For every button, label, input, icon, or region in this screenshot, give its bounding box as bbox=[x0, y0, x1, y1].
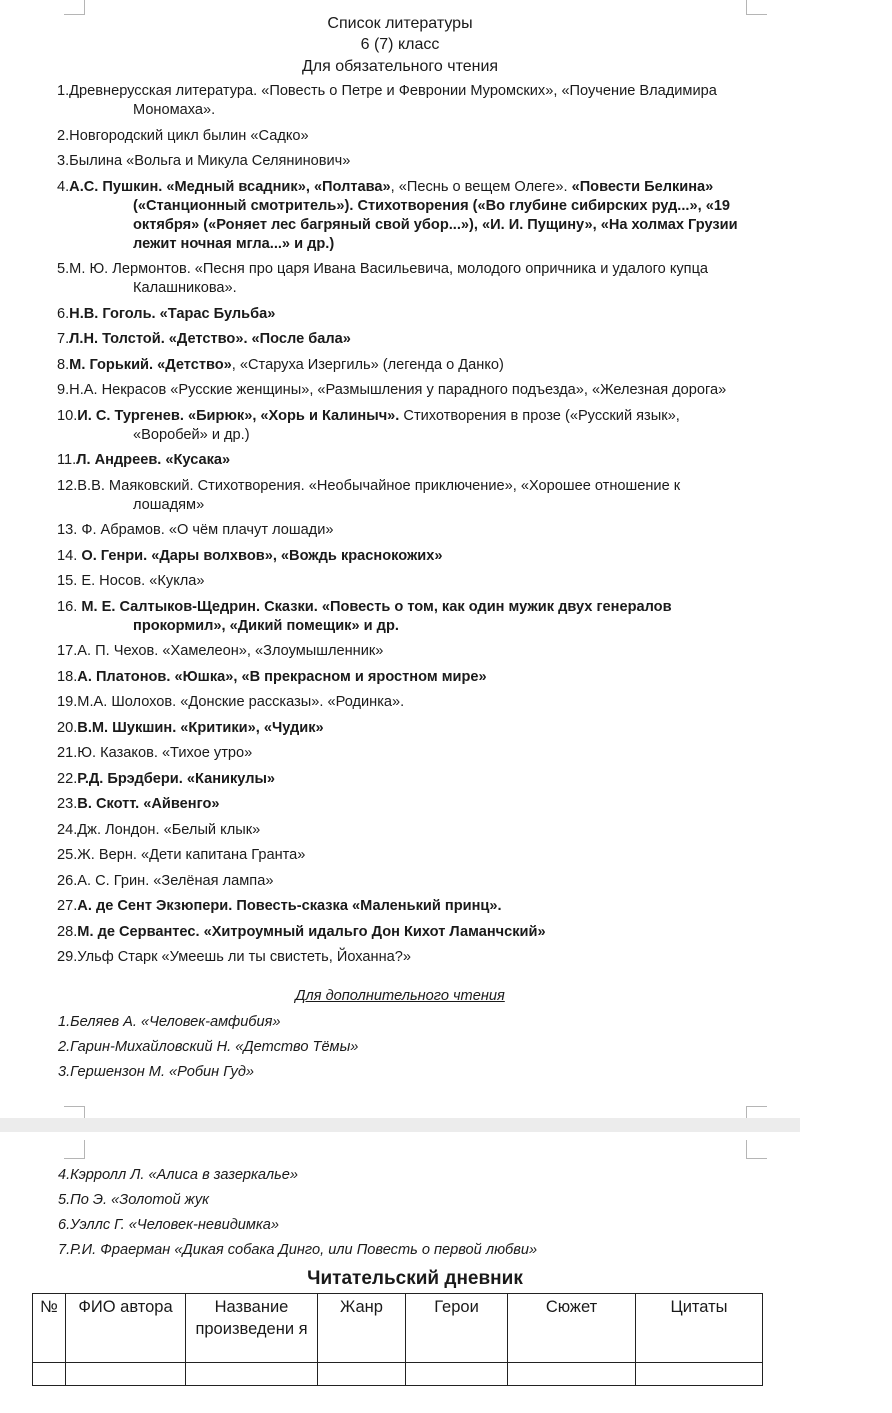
list-item-text: Ф. Абрамов. «О чём плачут лошади» bbox=[81, 522, 334, 538]
list-item bbox=[57, 451, 747, 470]
list-item bbox=[57, 598, 747, 636]
column-header-number: № bbox=[33, 1294, 66, 1363]
list-item-text: , «Песнь о вещем Олеге». bbox=[390, 178, 572, 195]
list-item-text: 17. bbox=[57, 643, 78, 659]
list-item-text: 21. bbox=[57, 745, 78, 761]
list-item-text: 8. bbox=[57, 356, 70, 373]
list-item-text: Н.А. Некрасов «Русские женщины», «Размышления у парадного подъезда», «Железная дорога» bbox=[69, 382, 727, 398]
list-item bbox=[57, 407, 747, 445]
list-item bbox=[57, 477, 747, 515]
list-item bbox=[57, 795, 747, 814]
list-item bbox=[57, 668, 747, 687]
column-header-quotes: Цитаты bbox=[636, 1294, 763, 1363]
list-item: 4.Кэрролл Л. «Алиса в зазеркалье» bbox=[58, 1167, 299, 1183]
list-item-text: Ульф Старк «Умеешь ли ты свистеть, Йоханна?» bbox=[77, 949, 412, 965]
page-corner-mark bbox=[746, 1140, 767, 1159]
reading-diary-title: Читательский дневник bbox=[307, 1268, 523, 1289]
list-item-text: 7. bbox=[57, 331, 70, 347]
list-item-text: 15. bbox=[57, 573, 82, 589]
table-cell[interactable] bbox=[508, 1363, 636, 1386]
list-item bbox=[57, 82, 747, 120]
list-item bbox=[57, 872, 747, 891]
list-item-text: 25. bbox=[57, 847, 78, 863]
list-item-bold-text: М. Е. Салтыков-Щедрин. Сказки. «Повесть о том, как один мужик двух генералов прокормил», «Дикий помещик» и др. bbox=[81, 598, 672, 634]
extra-reading-list bbox=[58, 1013, 358, 1088]
list-item-text: Стихотворения в прозе («Русский язык», «Воробей» и др.) bbox=[133, 407, 680, 443]
list-item bbox=[57, 642, 747, 661]
list-item-text: 1. bbox=[57, 83, 70, 99]
page-gap bbox=[0, 1118, 800, 1132]
list-item: 7.Р.И. Фраерман «Дикая собака Динго, или Повесть о первой любви» bbox=[58, 1242, 538, 1258]
list-item-text: 23. bbox=[57, 796, 78, 812]
list-item: 3.Гершензон М. «Робин Гуд» bbox=[58, 1064, 255, 1080]
list-item-text: 27. bbox=[57, 898, 78, 914]
list-item-text: 29. bbox=[57, 949, 78, 965]
list-item bbox=[57, 846, 747, 865]
table-cell[interactable] bbox=[406, 1363, 508, 1386]
list-item-text: 14. bbox=[57, 547, 82, 564]
section-extra-title: Для дополнительного чтения bbox=[295, 988, 505, 1004]
list-item bbox=[57, 821, 747, 840]
list-item bbox=[57, 127, 747, 146]
list-item bbox=[57, 923, 747, 942]
list-item-text: Е. Носов. «Кукла» bbox=[81, 573, 205, 589]
list-item bbox=[57, 330, 747, 349]
reading-diary-table bbox=[32, 1293, 763, 1386]
list-item: 5.По Э. «Золотой жук bbox=[58, 1192, 210, 1208]
grade-label: 6 (7) класс bbox=[360, 36, 440, 53]
table-cell[interactable] bbox=[318, 1363, 406, 1386]
list-item-text: 11. bbox=[57, 452, 77, 468]
column-header-heroes: Герои bbox=[406, 1294, 508, 1363]
list-item bbox=[57, 897, 747, 916]
list-item bbox=[57, 572, 747, 591]
list-item-text: Ж. Верн. «Дети капитана Гранта» bbox=[77, 847, 306, 863]
list-item-text: 10. bbox=[57, 407, 78, 424]
list-item-bold-text: А. Платонов. «Юшка», «В прекрасном и яростном мире» bbox=[77, 668, 487, 685]
list-item bbox=[57, 693, 747, 712]
list-item bbox=[57, 305, 747, 324]
list-item-text: 13. bbox=[57, 522, 82, 538]
list-item-text: Ю. Казаков. «Тихое утро» bbox=[77, 745, 253, 761]
list-item-bold-text: О. Генри. «Дары волхвов», «Вождь краснокожих» bbox=[81, 547, 443, 564]
document-title: Список литературы bbox=[327, 15, 473, 32]
list-item-text: 12. bbox=[57, 477, 78, 494]
section-required-title: Для обязательного чтения bbox=[301, 58, 499, 75]
list-item: 1.Беляев А. «Человек-амфибия» bbox=[58, 1014, 281, 1030]
list-item-text: Дж. Лондон. «Белый клык» bbox=[77, 821, 261, 838]
list-item-bold-text: Л. Андреев. «Кусака» bbox=[76, 452, 231, 468]
list-item-text: А. П. Чехов. «Хамелеон», «Злоумышленник» bbox=[77, 643, 384, 659]
column-header-author: ФИО автора bbox=[66, 1294, 186, 1363]
list-item-bold-text: А.С. Пушкин. «Медный всадник», «Полтава» bbox=[69, 178, 391, 195]
table-header-row bbox=[33, 1294, 763, 1363]
list-item-text: 18. bbox=[57, 668, 78, 685]
list-item-text: 6. bbox=[57, 305, 70, 322]
list-item bbox=[57, 719, 747, 738]
column-header-genre: Жанр bbox=[318, 1294, 406, 1363]
list-item bbox=[57, 152, 747, 171]
list-item-text: 16. bbox=[57, 598, 82, 615]
table-cell[interactable] bbox=[33, 1363, 66, 1386]
list-item-bold-text: Р.Д. Брэдбери. «Каникулы» bbox=[77, 770, 276, 787]
table-cell[interactable] bbox=[636, 1363, 763, 1386]
list-item-bold-text: И. С. Тургенев. «Бирюк», «Хорь и Калиныч». bbox=[77, 407, 400, 424]
list-item-text: 22. bbox=[57, 770, 78, 787]
list-item-bold-text: Н.В. Гоголь. «Тарас Бульба» bbox=[69, 305, 276, 322]
required-reading-list bbox=[57, 82, 747, 974]
list-item: 6.Уэллс Г. «Человек-невидимка» bbox=[58, 1217, 280, 1233]
list-item-text: 24. bbox=[57, 821, 78, 838]
list-item bbox=[57, 948, 747, 967]
list-item-bold-text: А. де Сент Экзюпери. Повесть-сказка «Маленький принц». bbox=[77, 898, 502, 914]
list-item-text: А. С. Грин. «Зелёная лампа» bbox=[77, 872, 274, 889]
list-item-text: М. Ю. Лермонтов. «Песня про царя Ивана Васильевича, молодого опричника и удалого купца Калашникова». bbox=[69, 261, 709, 296]
list-item-text: Былина «Вольга и Микула Селянинович» bbox=[69, 153, 351, 169]
list-item bbox=[57, 770, 747, 789]
list-item-text: 5. bbox=[57, 261, 70, 277]
list-item-text: Древнерусская литература. «Повесть о Петре и Февронии Муромских», «Поучение Владимира Мономаха». bbox=[69, 83, 717, 118]
list-item-text: Новгородский цикл былин «Садко» bbox=[69, 127, 309, 144]
list-item-bold-text: М. де Сервантес. «Хитроумный идальго Дон Кихот Ламанчский» bbox=[77, 923, 546, 940]
list-item: 2.Гарин-Михайловский Н. «Детство Тёмы» bbox=[58, 1039, 359, 1055]
list-item-bold-text: «Повести Белкина» («Станционный смотритель»). Стихотворения («Во глубине сибирских руд...», «19 октября» («Роняет лес багряный свой убор...»), «И. И. Пущину», «На холмах Грузии лежит ночная мгла...» и др.) bbox=[133, 178, 738, 252]
list-item-text: М.А. Шолохов. «Донские рассказы». «Родинка». bbox=[77, 694, 405, 710]
table-cell[interactable] bbox=[186, 1363, 318, 1386]
list-item-text: 20. bbox=[57, 719, 78, 736]
list-item-bold-text: В.М. Шукшин. «Критики», «Чудик» bbox=[77, 719, 324, 736]
list-item-text: 3. bbox=[57, 153, 70, 169]
column-header-title: Название произведени я bbox=[186, 1294, 318, 1363]
list-item-text: 26. bbox=[57, 872, 78, 889]
column-header-plot: Сюжет bbox=[508, 1294, 636, 1363]
list-item-bold-text: М. Горький. «Детство» bbox=[69, 356, 232, 373]
list-item bbox=[57, 356, 747, 375]
list-item-bold-text: Л.Н. Толстой. «Детство». «После бала» bbox=[69, 331, 351, 347]
list-item-text: 28. bbox=[57, 923, 78, 940]
list-item-text: 4. bbox=[57, 178, 70, 195]
table-row bbox=[33, 1363, 763, 1386]
list-item-text: 9. bbox=[57, 382, 70, 398]
list-item bbox=[57, 381, 747, 400]
list-item-text: В.В. Маяковский. Стихотворения. «Необычайное приключение», «Хорошее отношение к лошадям» bbox=[77, 477, 681, 513]
table-cell[interactable] bbox=[66, 1363, 186, 1386]
list-item-text: 19. bbox=[57, 694, 78, 710]
list-item bbox=[57, 744, 747, 763]
list-item bbox=[57, 260, 747, 298]
extra-reading-list-continued bbox=[58, 1166, 537, 1266]
list-item-text: 2. bbox=[57, 127, 70, 144]
list-item bbox=[57, 547, 747, 566]
list-item-text: , «Старуха Изергиль» (легенда о Данко) bbox=[231, 356, 504, 373]
page-corner-mark bbox=[64, 1140, 85, 1159]
list-item bbox=[57, 178, 747, 254]
list-item-bold-text: В. Скотт. «Айвенго» bbox=[77, 796, 220, 812]
list-item bbox=[57, 521, 747, 540]
